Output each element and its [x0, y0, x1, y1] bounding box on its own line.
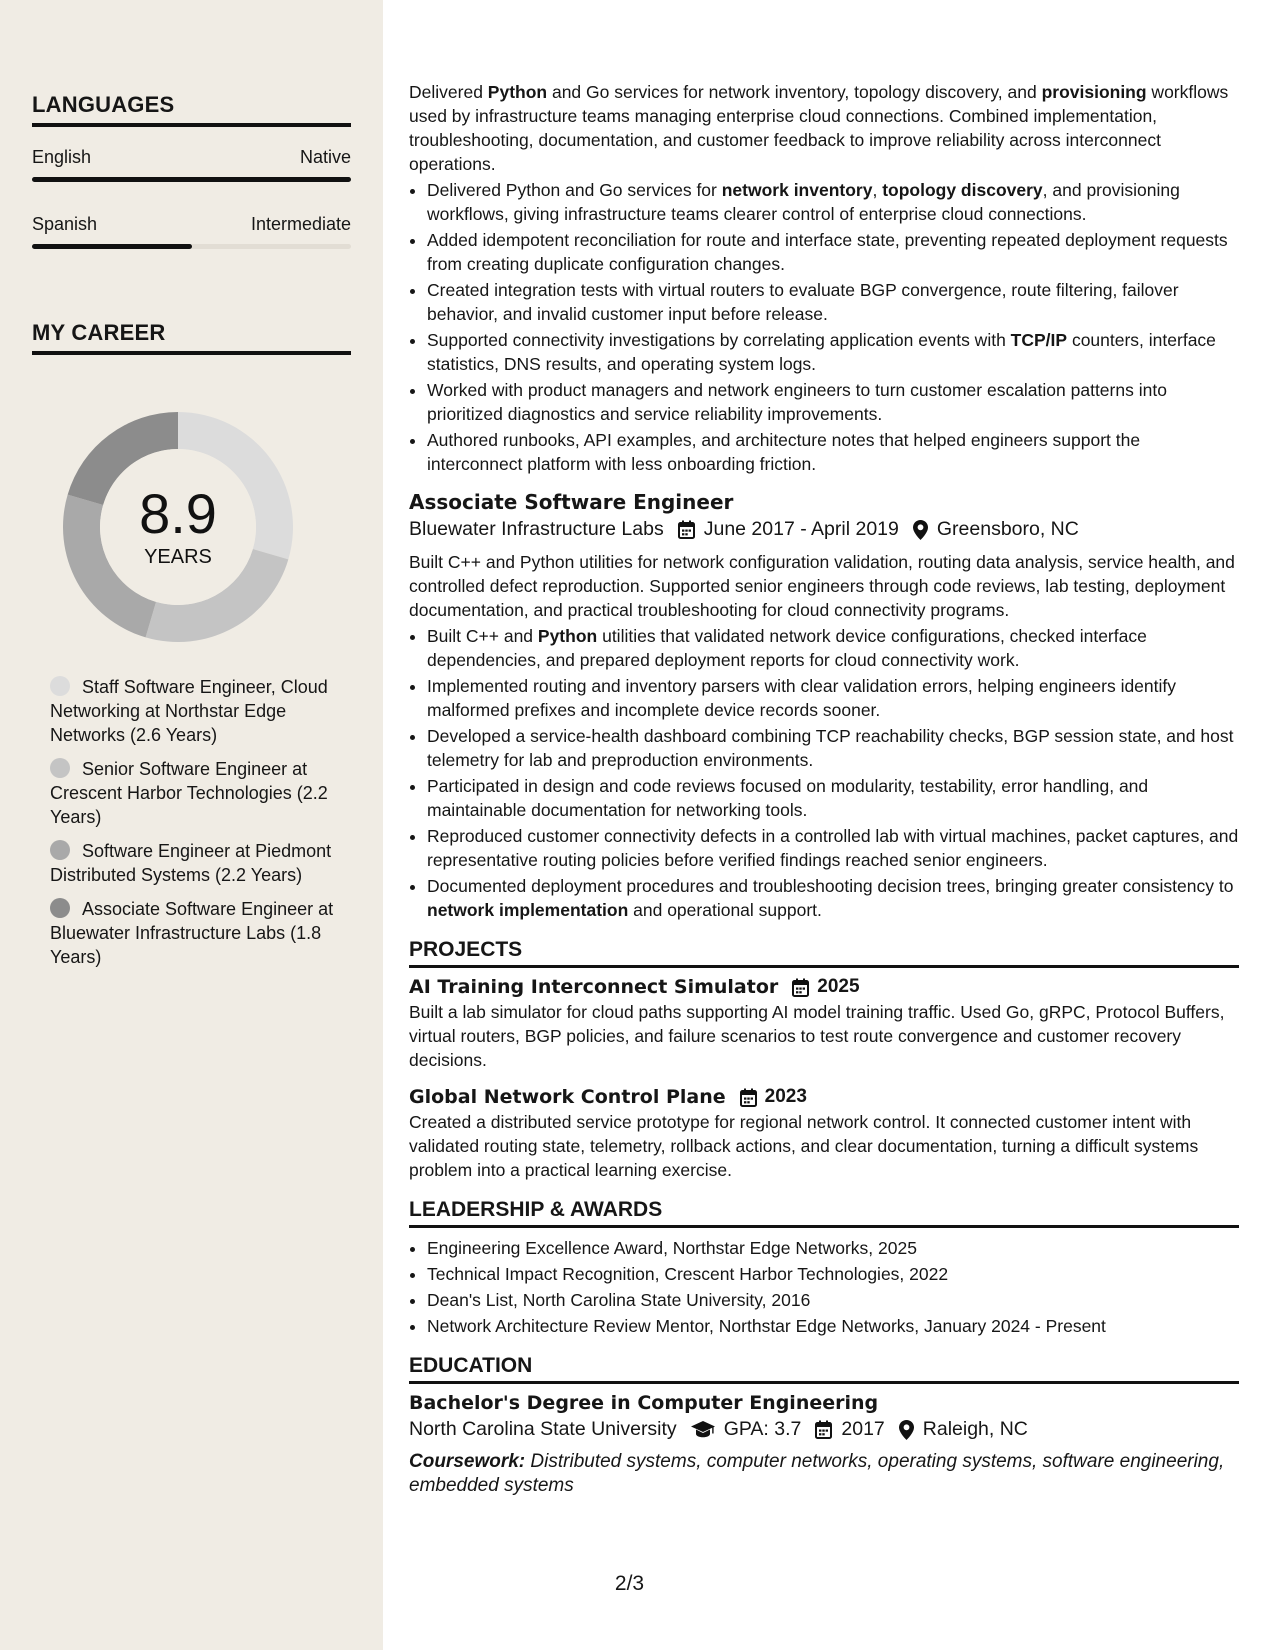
career-legend-dot	[50, 758, 70, 778]
career-legend-item	[50, 839, 340, 887]
career-heading: MY CAREER	[32, 320, 351, 355]
projects-section	[409, 938, 1239, 1182]
text-run: Delivered	[409, 82, 488, 102]
career-donut-chart	[63, 412, 293, 642]
project-header	[409, 976, 1239, 998]
language-name: English	[32, 147, 92, 167]
language-row	[32, 147, 351, 168]
education-heading: EDUCATION	[409, 1354, 1239, 1384]
text-run: Delivered Python and Go services for	[427, 180, 722, 200]
job-bullet	[427, 824, 1239, 872]
bold-text: TCP/IP	[1010, 330, 1068, 350]
text-run: , and provisioning workflows, giving infrastructure teams clearer control of enterprise cloud connections.	[427, 180, 1180, 224]
career-legend-item	[50, 897, 340, 969]
language-row	[32, 214, 351, 235]
page-number	[0, 1572, 1275, 1596]
career-legend-label: Software Engineer at Piedmont Distributed Systems (2.2 Years)	[50, 841, 332, 885]
bold-text: Python	[537, 626, 598, 646]
education-coursework	[409, 1450, 1239, 1498]
job-bullet	[427, 874, 1239, 922]
career-legend-item	[50, 757, 340, 829]
bold-text: provisioning	[1041, 82, 1147, 102]
text-run: Built C++ and Python utilities for network configuration validation, routing data analysis, service health, and controlled defect reproduction. Supported senior engineers through code reviews, lab testing, deployment documentation, and practical troubleshooting for cloud connectivity programs.	[409, 552, 1235, 620]
project-year: 2023	[764, 1086, 807, 1107]
job-bullet	[427, 178, 1239, 226]
job-bullet	[427, 724, 1239, 772]
text-run: ,	[872, 180, 883, 200]
text-run: Documented deployment procedures and troubleshooting decision trees, bringing greater consistency to	[427, 876, 1234, 896]
career-legend-dot	[50, 676, 70, 696]
languages-list	[32, 147, 351, 249]
career-total-value: 8.9	[139, 481, 217, 545]
career-legend	[50, 675, 340, 979]
job-bullet	[427, 674, 1239, 722]
languages-section	[32, 92, 351, 249]
bold-text: Python	[487, 82, 548, 102]
graduation-cap-icon	[691, 1421, 715, 1439]
education-section	[409, 1354, 1239, 1498]
award-item: • Network Architecture Review Mentor, Northstar Edge Networks, January 2024 - Present	[427, 1314, 1239, 1338]
calendar-icon	[678, 520, 695, 539]
text-run: Participated in design and code reviews focused on modularity, testability, error handling, and maintainable documentation for networking tools.	[427, 776, 1149, 820]
language-level: Native	[299, 147, 351, 167]
career-legend-label: Associate Software Engineer at Bluewater Infrastructure Labs (1.8 Years)	[50, 899, 334, 967]
awards-list	[409, 1236, 1239, 1338]
calendar-icon	[815, 1420, 832, 1439]
coursework-text: Distributed systems, computer networks, operating systems, software engineering, embedded systems	[409, 1451, 1225, 1496]
job-bullets	[409, 624, 1239, 922]
text-run: counters, interface statistics, DNS results, and operating system logs.	[427, 330, 1216, 374]
award-item: • Technical Impact Recognition, Crescent Harbor Technologies, 2022	[427, 1262, 1239, 1286]
calendar-icon	[740, 1088, 757, 1107]
job-bullet	[427, 328, 1239, 376]
career-legend-item	[50, 675, 340, 747]
job-location: Greensboro, NC	[936, 518, 1079, 540]
career-legend-label: Senior Software Engineer at Crescent Harbor Technologies (2.2 Years)	[50, 759, 328, 827]
education-year: 2017	[841, 1418, 885, 1440]
experience-job	[409, 490, 1239, 922]
project-item	[409, 1086, 1239, 1182]
text-run: Worked with product managers and network engineers to turn customer escalation patterns into prioritized diagnostics and service reliability improvements.	[427, 380, 1167, 424]
education-gpa: GPA: 3.7	[723, 1418, 802, 1440]
job-bullet	[427, 378, 1239, 426]
project-description: Built a lab simulator for cloud paths supporting AI model training traffic. Used Go, gRPC, Protocol Buffers, virtual routers, BGP policies, and failure scenarios to test route convergence and customer recovery decisions.	[409, 1002, 1225, 1070]
career-legend-dot	[50, 898, 70, 918]
text-run: Built C++ and	[427, 626, 538, 646]
text-run: Supported connectivity investigations by correlating application events with	[427, 330, 1011, 350]
language-proficiency-bar	[32, 177, 351, 182]
award-item: • Dean's List, North Carolina State University, 2016	[427, 1288, 1239, 1312]
awards-heading: LEADERSHIP & AWARDS	[409, 1198, 1239, 1228]
job-summary	[409, 80, 1239, 176]
location-pin-icon	[913, 520, 928, 540]
language-proficiency-bar	[32, 244, 351, 249]
main-content	[409, 80, 1239, 1498]
career-legend-label: Staff Software Engineer, Cloud Networking at Northstar Edge Networks (2.6 Years)	[50, 677, 328, 745]
project-title: Global Network Control Plane	[409, 1086, 726, 1108]
career-total-unit: YEARS	[144, 545, 212, 568]
career-legend-dot	[50, 840, 70, 860]
language-proficiency-fill	[32, 244, 192, 249]
page-number-text: 2/3	[614, 1572, 645, 1595]
job-bullets	[409, 178, 1239, 476]
education-degree: Bachelor's Degree in Computer Engineering	[409, 1392, 879, 1414]
text-run: Added idempotent reconciliation for route and interface state, preventing repeated deployment requests from creating duplicate configuration changes.	[427, 230, 1228, 274]
projects-list	[409, 976, 1239, 1182]
experience-continued	[409, 80, 1239, 476]
project-header	[409, 1086, 1239, 1108]
job-dates: June 2017 - April 2019	[703, 518, 899, 540]
language-name: Spanish	[32, 214, 98, 234]
project-title: AI Training Interconnect Simulator	[409, 976, 779, 998]
projects-heading: PROJECTS	[409, 938, 1239, 968]
awards-section	[409, 1198, 1239, 1338]
sidebar	[0, 0, 383, 1650]
job-bullet	[427, 624, 1239, 672]
award-item: • Engineering Excellence Award, Northstar Edge Networks, 2025	[427, 1236, 1239, 1260]
education-meta	[409, 1418, 1239, 1441]
education-school: North Carolina State University	[409, 1418, 677, 1440]
bold-text: network implementation	[427, 900, 629, 920]
languages-heading: LANGUAGES	[32, 92, 351, 127]
text-run: and operational support.	[628, 900, 822, 920]
language-proficiency-fill	[32, 177, 351, 182]
job-bullet	[427, 228, 1239, 276]
text-run: Authored runbooks, API examples, and architecture notes that helped engineers support the interconnect platform with less onboarding friction.	[427, 430, 1141, 474]
text-run: utilities that validated network device configurations, checked interface dependencies, and prepared deployment reports for cloud connectivity work.	[427, 626, 1147, 670]
job-bullet	[427, 774, 1239, 822]
job-company: Bluewater Infrastructure Labs	[409, 518, 664, 540]
career-section	[32, 320, 351, 355]
project-description: Created a distributed service prototype for regional network control. It connected customer intent with validated routing state, telemetry, rollback actions, and clear documentation, turning a difficult systems problem into a practical learning exercise.	[409, 1112, 1199, 1180]
coursework-label: Coursework:	[409, 1451, 526, 1472]
career-total	[63, 412, 293, 642]
job-summary	[409, 550, 1239, 622]
location-pin-icon	[899, 1420, 914, 1440]
language-level: Intermediate	[250, 214, 351, 234]
job-bullet	[427, 278, 1239, 326]
text-run: and Go services for network inventory, topology discovery, and	[547, 82, 1042, 102]
text-run: Reproduced customer connectivity defects in a controlled lab with virtual machines, packet captures, and representative routing policies before verified findings reached senior engineers.	[427, 826, 1239, 870]
job-title: Associate Software Engineer	[409, 490, 734, 514]
project-year: 2025	[817, 976, 860, 997]
project-item	[409, 976, 1239, 1072]
calendar-icon	[792, 978, 809, 997]
text-run: Developed a service-health dashboard combining TCP reachability checks, BGP session state, and host telemetry for lab and preproduction environments.	[427, 726, 1234, 770]
text-run: Created integration tests with virtual routers to evaluate BGP convergence, route filtering, failover behavior, and invalid customer input before release.	[427, 280, 1179, 324]
job-meta	[409, 518, 1239, 541]
text-run: Implemented routing and inventory parsers with clear validation errors, helping engineers identify malformed prefixes and incomplete device records sooner.	[427, 676, 1177, 720]
bold-text: topology discovery	[882, 180, 1043, 200]
bold-text: network inventory	[721, 180, 873, 200]
education-location: Raleigh, NC	[922, 1418, 1028, 1440]
job-bullet	[427, 428, 1239, 476]
text-run: workflows used by infrastructure teams managing enterprise cloud connections. Combined implementation, troubleshooting, documentation, and customer feedback to improve reliability across interconnect operations.	[409, 82, 1229, 174]
